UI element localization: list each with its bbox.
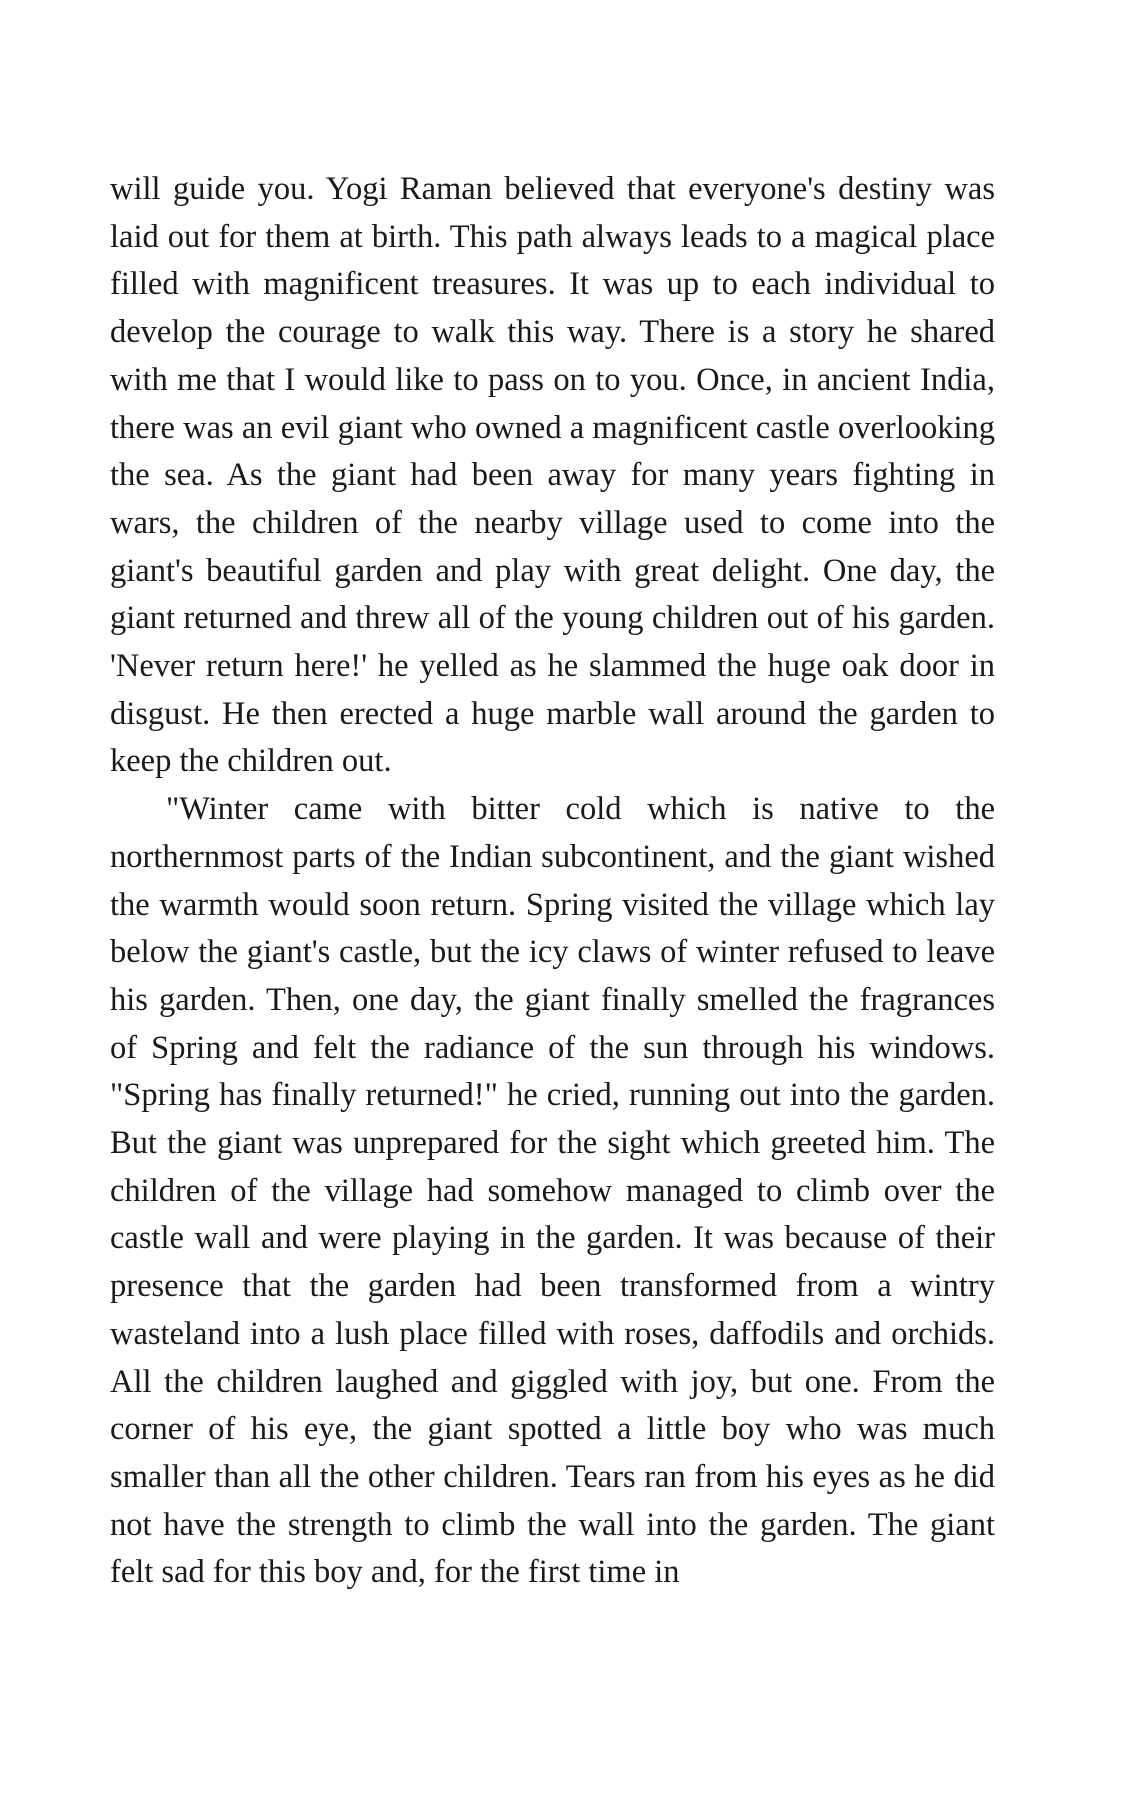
body-text	[110, 166, 995, 1597]
paragraph-2: "Winter came with bitter cold which is native to the northernmost parts of the Indian subcontinent, and the giant wished the warmth would soon return. Spring visited the village which lay below the giant's castle, but the icy claws of winter refused to leave his garden. Then, one day, the giant finally smelled the fragrances of Spring and felt the radiance of the sun through his windows. "Spring has finally returned!" he cried, running out into the garden. But the giant was unprepared for the sight which greeted him. The children of the village had somehow managed to climb over the castle wall and were playing in the garden. It was because of their presence that the garden had been transformed from a wintry wasteland into a lush place filled with roses, daffodils and orchids. All the children laughed and giggled with joy, but one. From the corner of his eye, the giant spotted a little boy who was much smaller than all the other children. Tears ran from his eyes as he did not have the strength to climb the wall into the garden. The giant felt sad for this boy and, for the first time in	[110, 791, 995, 1591]
paragraph-1: will guide you. Yogi Raman believed that everyone's destiny was laid out for them at birth. This path always leads to a magical place filled with magnificent treasures. It was up to each individual to develop the courage to walk this way. There is a story he shared with me that I would like to pass on to you. Once, in ancient India, there was an evil giant who owned a magnificent castle overlooking the sea. As the giant had been away for many years fighting in wars, the children of the nearby village used to come into the giant's beautiful garden and play with great delight. One day, the giant returned and threw all of the young children out of his garden. 'Never return here!' he yelled as he slammed the huge oak door in disgust. He then erected a huge marble wall around the garden to keep the children out.	[110, 171, 995, 780]
